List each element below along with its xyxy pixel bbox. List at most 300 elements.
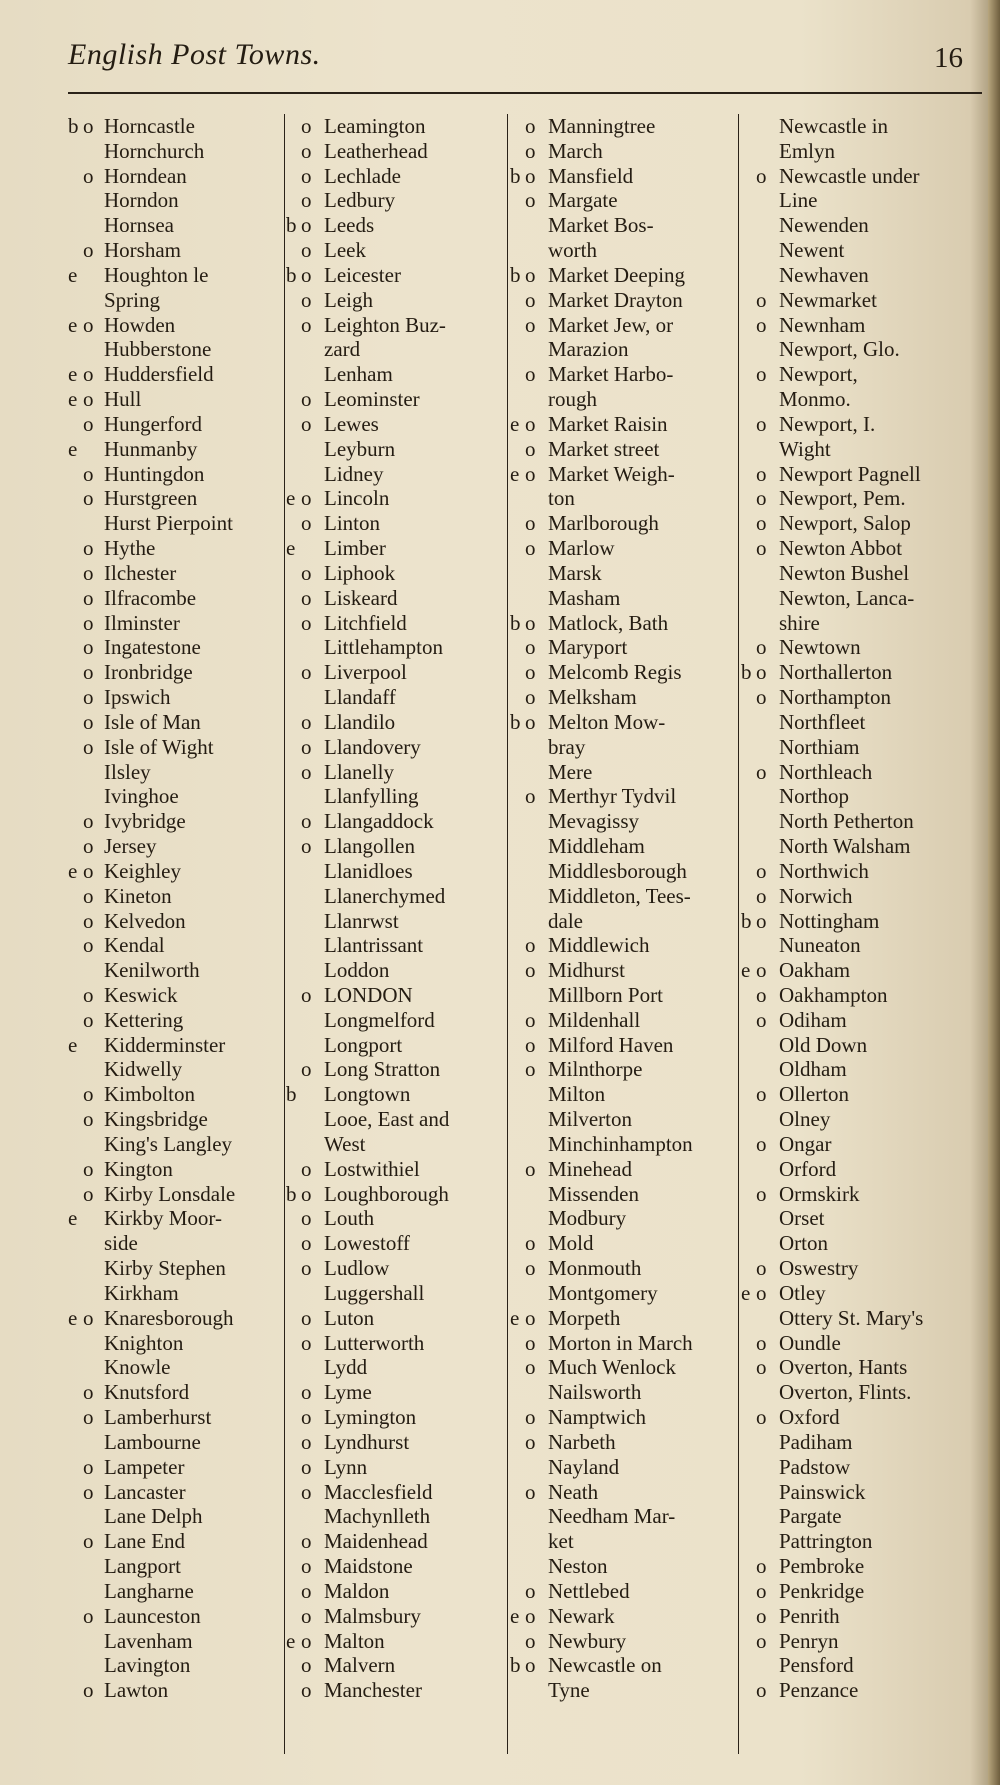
- town-entry: [286, 511, 508, 536]
- town-entry: [510, 909, 738, 934]
- town-name: Northallerton: [779, 660, 893, 685]
- town-entry: [741, 1355, 980, 1380]
- marker-o: o: [83, 1007, 94, 1032]
- town-name: Linton: [324, 511, 380, 536]
- town-name: Kettering: [104, 1007, 184, 1032]
- town-entry: [741, 1281, 980, 1306]
- town-name: Wight: [779, 436, 831, 461]
- town-entry: [68, 1529, 283, 1554]
- marker-o: o: [83, 461, 94, 486]
- town-name: Newport, I.: [779, 411, 876, 436]
- town-entry: [510, 685, 738, 710]
- town-name: Melton Mow-: [548, 709, 666, 734]
- town-entry: [286, 586, 508, 611]
- marker-e: e: [510, 1305, 520, 1330]
- town-name: Market Bos-: [548, 213, 654, 238]
- town-name: Leeds: [324, 213, 375, 238]
- town-entry: [741, 1057, 980, 1082]
- town-entry: [68, 1554, 283, 1579]
- town-name: Middleton, Tees-: [548, 883, 691, 908]
- marker-o: o: [525, 1429, 536, 1454]
- town-name: Northampton: [779, 685, 891, 710]
- town-entry: [68, 1455, 283, 1480]
- marker-o: o: [756, 287, 767, 312]
- marker-o: o: [83, 685, 94, 710]
- marker-o: o: [83, 1529, 94, 1554]
- town-name: Mold: [548, 1231, 594, 1256]
- marker-o: o: [301, 1603, 312, 1628]
- town-entry: [510, 188, 738, 213]
- town-entry: [510, 1554, 738, 1579]
- town-entry: [741, 536, 980, 561]
- marker-o: o: [83, 1678, 94, 1703]
- town-entry: [286, 188, 508, 213]
- town-entry: [286, 1554, 508, 1579]
- town-entry: [286, 1008, 508, 1033]
- marker-o: o: [525, 1032, 536, 1057]
- town-entry: [68, 1380, 283, 1405]
- town-entry: [286, 1629, 508, 1654]
- town-name: Newmarket: [779, 287, 877, 312]
- town-name: Hubberstone: [104, 337, 212, 362]
- town-name: Lyme: [324, 1380, 372, 1405]
- town-name: Morton in March: [548, 1330, 693, 1355]
- marker-e: e: [286, 536, 296, 561]
- town-entry: [286, 139, 508, 164]
- town-name: Old Down: [779, 1032, 868, 1057]
- town-entry: [68, 263, 283, 288]
- marker-e: e: [68, 1032, 78, 1057]
- town-name: Overton, Flints.: [779, 1380, 912, 1405]
- town-name: Oldham: [779, 1057, 847, 1082]
- town-name: Leamington: [324, 114, 426, 138]
- town-entry: [741, 983, 980, 1008]
- town-entry: [68, 337, 283, 362]
- town-entry: [741, 188, 980, 213]
- town-name: Newport Pagnell: [779, 461, 921, 486]
- town-entry: [510, 760, 738, 785]
- town-name: Llandaff: [324, 685, 396, 710]
- town-name: Newport,: [779, 362, 858, 387]
- town-name: Middlesborough: [548, 858, 687, 883]
- town-name: Lydd: [324, 1355, 368, 1380]
- marker-o: o: [301, 1206, 312, 1231]
- town-name: Ilminster: [104, 610, 180, 635]
- marker-o: o: [301, 560, 312, 585]
- town-entry: [68, 1107, 283, 1132]
- marker-o: o: [301, 138, 312, 163]
- town-name: Maryport: [548, 635, 628, 660]
- marker-o: o: [756, 1578, 767, 1603]
- town-entry: [510, 1504, 738, 1529]
- town-entry: [510, 1057, 738, 1082]
- town-name: Macclesfield: [324, 1479, 433, 1504]
- town-entry: [741, 735, 980, 760]
- marker-o: o: [83, 411, 94, 436]
- town-entry: [510, 660, 738, 685]
- marker-o: o: [83, 1082, 94, 1107]
- town-name: Leominster: [324, 387, 420, 412]
- town-entry: [510, 710, 738, 735]
- marker-o: o: [83, 858, 94, 883]
- town-entry: [510, 1430, 738, 1455]
- marker-e: e: [68, 387, 78, 412]
- town-name: Kirby Lonsdale: [104, 1181, 236, 1206]
- town-entry: [68, 586, 283, 611]
- town-entry: [741, 1182, 980, 1207]
- town-name: Olney: [779, 1107, 831, 1132]
- town-entry: [286, 1579, 508, 1604]
- town-name: Lane Delph: [104, 1504, 203, 1529]
- column-1: [68, 114, 283, 1754]
- marker-o: o: [301, 1454, 312, 1479]
- town-entry: [510, 337, 738, 362]
- town-name: Lane End: [104, 1529, 186, 1554]
- town-entry: [741, 1504, 980, 1529]
- town-name: Littlehampton: [324, 635, 443, 660]
- town-name: Lavington: [104, 1653, 191, 1678]
- town-entry: [68, 1281, 283, 1306]
- town-name: Leicester: [324, 262, 401, 287]
- column-4: [741, 114, 980, 1754]
- column-divider: [738, 114, 739, 1754]
- marker-b: b: [510, 709, 521, 734]
- town-name: Nayland: [548, 1454, 620, 1479]
- town-entry: [286, 834, 508, 859]
- town-entry: [741, 288, 980, 313]
- town-name: Ledbury: [324, 188, 396, 213]
- town-entry: [741, 263, 980, 288]
- town-name: Mevagissy: [548, 809, 639, 834]
- town-entry: [741, 1480, 980, 1505]
- town-entry: [286, 462, 508, 487]
- town-entry: [286, 1206, 508, 1231]
- town-entry: [741, 1653, 980, 1678]
- marker-o: o: [301, 1653, 312, 1678]
- town-entry: [68, 983, 283, 1008]
- marker-o: o: [525, 1007, 536, 1032]
- town-entry: [510, 1107, 738, 1132]
- town-name: Leatherhead: [324, 138, 428, 163]
- town-entry: [286, 1157, 508, 1182]
- marker-o: o: [301, 411, 312, 436]
- town-name: Monmouth: [548, 1256, 642, 1281]
- town-entry: [510, 412, 738, 437]
- town-entry: [510, 1653, 738, 1678]
- town-entry: [68, 1504, 283, 1529]
- town-name: Newcastle under: [779, 163, 920, 188]
- marker-o: o: [83, 585, 94, 610]
- town-name: Newent: [779, 238, 845, 263]
- marker-o: o: [301, 809, 312, 834]
- town-name: Ivinghoe: [104, 784, 179, 809]
- marker-o: o: [525, 163, 536, 188]
- town-name: Lawton: [104, 1678, 169, 1703]
- town-entry: [68, 1306, 283, 1331]
- town-entry: [68, 164, 283, 189]
- town-name: Newton Abbot: [779, 536, 903, 561]
- town-name: Newport, Glo.: [779, 337, 900, 362]
- marker-o: o: [525, 536, 536, 561]
- marker-o: o: [301, 312, 312, 337]
- town-name: Milton: [548, 1082, 606, 1107]
- town-name: Milnthorpe: [548, 1057, 643, 1082]
- town-name: Hurstgreen: [104, 486, 198, 511]
- marker-o: o: [83, 312, 94, 337]
- town-name: Penryn: [779, 1628, 839, 1653]
- town-entry: [741, 164, 980, 189]
- marker-o: o: [756, 312, 767, 337]
- town-name: Northleach: [779, 759, 873, 784]
- town-entry: [68, 834, 283, 859]
- town-name: Luton: [324, 1305, 375, 1330]
- town-name: Houghton le: [104, 262, 209, 287]
- town-entry: [510, 834, 738, 859]
- town-name: Longtown: [324, 1082, 411, 1107]
- town-name: Narbeth: [548, 1429, 616, 1454]
- marker-b: b: [510, 163, 521, 188]
- town-entry: [286, 412, 508, 437]
- marker-b: b: [286, 1082, 297, 1107]
- marker-o: o: [83, 486, 94, 511]
- town-name: Ironbridge: [104, 660, 193, 685]
- town-entry: [510, 387, 738, 412]
- town-entry: [286, 635, 508, 660]
- town-entry: [741, 238, 980, 263]
- marker-o: o: [525, 461, 536, 486]
- town-entry: [741, 1405, 980, 1430]
- marker-o: o: [756, 1678, 767, 1703]
- town-entry: [68, 1008, 283, 1033]
- town-entry: [741, 1554, 980, 1579]
- town-entry: [741, 1604, 980, 1629]
- marker-o: o: [83, 933, 94, 958]
- town-name: Horndon: [104, 188, 179, 213]
- town-entry: [68, 784, 283, 809]
- marker-o: o: [756, 685, 767, 710]
- marker-o: o: [83, 1603, 94, 1628]
- marker-o: o: [756, 1355, 767, 1380]
- town-entry: [741, 933, 980, 958]
- town-name: Marlborough: [548, 511, 659, 536]
- town-name: Howden: [104, 312, 176, 337]
- town-entry: [286, 1380, 508, 1405]
- marker-o: o: [83, 1156, 94, 1181]
- town-name: Overton, Hants: [779, 1355, 908, 1380]
- town-name: Otley: [779, 1280, 826, 1305]
- town-entry: [741, 1529, 980, 1554]
- town-name: Newton Bushel: [779, 560, 910, 585]
- marker-b: b: [286, 213, 297, 238]
- town-name: Llanrwst: [324, 908, 399, 933]
- marker-o: o: [83, 536, 94, 561]
- marker-o: o: [301, 1181, 312, 1206]
- town-name: Lowestoff: [324, 1231, 410, 1256]
- marker-o: o: [525, 1578, 536, 1603]
- town-name: Much Wenlock: [548, 1355, 676, 1380]
- marker-o: o: [756, 759, 767, 784]
- town-name: Spring: [104, 287, 161, 312]
- marker-e: e: [741, 958, 751, 983]
- town-entry: [68, 859, 283, 884]
- marker-o: o: [83, 1454, 94, 1479]
- marker-o: o: [756, 536, 767, 561]
- marker-o: o: [301, 1380, 312, 1405]
- town-entry: [68, 1057, 283, 1082]
- town-entry: [741, 337, 980, 362]
- town-entry: [510, 1678, 738, 1703]
- town-name: Lamberhurst: [104, 1405, 212, 1430]
- town-entry: [286, 213, 508, 238]
- marker-b: b: [286, 1181, 297, 1206]
- town-entry: [510, 511, 738, 536]
- town-name: Knaresborough: [104, 1305, 234, 1330]
- town-name: Lavenham: [104, 1628, 193, 1653]
- town-name: Isle of Wight: [104, 734, 214, 759]
- town-entry: [68, 1256, 283, 1281]
- town-name: Middleham: [548, 834, 645, 859]
- marker-o: o: [525, 1330, 536, 1355]
- town-entry: [741, 1231, 980, 1256]
- town-name: Maldon: [324, 1578, 390, 1603]
- town-entry: [741, 1008, 980, 1033]
- marker-o: o: [525, 436, 536, 461]
- town-name: Needham Mar-: [548, 1504, 676, 1529]
- town-entry: [741, 1206, 980, 1231]
- town-entry: [286, 263, 508, 288]
- town-name: Manningtree: [548, 114, 656, 138]
- marker-o: o: [525, 114, 536, 138]
- marker-o: o: [301, 1330, 312, 1355]
- town-name: Montgomery: [548, 1280, 658, 1305]
- marker-b: b: [741, 660, 752, 685]
- town-name: Market Raisin: [548, 411, 668, 436]
- town-entry: [286, 1082, 508, 1107]
- town-entry: [741, 1033, 980, 1058]
- marker-o: o: [525, 287, 536, 312]
- town-entry: [286, 1529, 508, 1554]
- marker-o: o: [525, 312, 536, 337]
- town-entry: [510, 1157, 738, 1182]
- town-name: Penrith: [779, 1603, 840, 1628]
- marker-o: o: [301, 114, 312, 138]
- town-name: Newenden: [779, 213, 869, 238]
- marker-o: o: [525, 1628, 536, 1653]
- town-entry: [286, 909, 508, 934]
- town-name: Northfleet: [779, 709, 866, 734]
- town-name: Loddon: [324, 958, 390, 983]
- column-divider: [507, 114, 508, 1754]
- marker-o: o: [83, 883, 94, 908]
- town-name: Langport: [104, 1554, 181, 1579]
- marker-o: o: [83, 1380, 94, 1405]
- marker-e: e: [510, 1603, 520, 1628]
- town-name: Millborn Port: [548, 982, 663, 1007]
- marker-e: e: [741, 1280, 751, 1305]
- marker-o: o: [525, 1256, 536, 1281]
- marker-o: o: [525, 138, 536, 163]
- town-name: Llandilo: [324, 709, 396, 734]
- town-name: Llandovery: [324, 734, 421, 759]
- marker-o: o: [756, 883, 767, 908]
- town-name: Market Deeping: [548, 262, 686, 287]
- town-name: Lidney: [324, 461, 384, 486]
- town-name: Ipswich: [104, 685, 171, 710]
- town-entry: [510, 213, 738, 238]
- town-entry: [741, 685, 980, 710]
- marker-o: o: [525, 511, 536, 536]
- town-entry: [741, 511, 980, 536]
- marker-o: o: [525, 1653, 536, 1678]
- marker-o: o: [301, 188, 312, 213]
- town-entry: [510, 561, 738, 586]
- town-name: Horncastle: [104, 114, 195, 138]
- town-entry: [286, 1604, 508, 1629]
- town-entry: [741, 362, 980, 387]
- town-entry: [286, 313, 508, 338]
- town-entry: [286, 1331, 508, 1356]
- town-entry: [510, 1206, 738, 1231]
- town-name: Pembroke: [779, 1554, 865, 1579]
- town-name: Knowle: [104, 1355, 171, 1380]
- town-name: Northop: [779, 784, 849, 809]
- town-entry: [286, 859, 508, 884]
- town-name: Kenilworth: [104, 958, 200, 983]
- town-entry: [741, 784, 980, 809]
- town-name: Maidstone: [324, 1554, 413, 1579]
- town-name: Kirkham: [104, 1280, 179, 1305]
- town-entry: [68, 114, 283, 139]
- town-entry: [510, 1579, 738, 1604]
- marker-o: o: [301, 163, 312, 188]
- town-entry: [68, 1132, 283, 1157]
- town-name: Odiham: [779, 1007, 847, 1032]
- town-entry: [68, 1355, 283, 1380]
- town-name: Knighton: [104, 1330, 184, 1355]
- marker-o: o: [301, 734, 312, 759]
- town-name: Newark: [548, 1603, 615, 1628]
- town-entry: [286, 387, 508, 412]
- town-name: Oswestry: [779, 1256, 859, 1281]
- town-name: Middlewich: [548, 933, 650, 958]
- marker-o: o: [525, 1405, 536, 1430]
- town-entry: [510, 1231, 738, 1256]
- town-name: Oundle: [779, 1330, 841, 1355]
- town-entry: [510, 859, 738, 884]
- town-name: Minchinhampton: [548, 1131, 693, 1156]
- town-name: March: [548, 138, 603, 163]
- town-entry: [68, 412, 283, 437]
- marker-e: e: [68, 362, 78, 387]
- town-name: Oakhampton: [779, 982, 888, 1007]
- town-entry: [510, 536, 738, 561]
- town-name: side: [104, 1231, 138, 1256]
- town-entry: [741, 1455, 980, 1480]
- marker-o: o: [301, 287, 312, 312]
- marker-o: o: [301, 511, 312, 536]
- town-name: Newport, Pem.: [779, 486, 906, 511]
- marker-o: o: [83, 114, 94, 138]
- town-entry: [510, 1455, 738, 1480]
- marker-o: o: [301, 1678, 312, 1703]
- town-entry: [286, 164, 508, 189]
- marker-o: o: [83, 1181, 94, 1206]
- town-name: worth: [548, 238, 597, 263]
- town-name: Orset: [779, 1206, 825, 1231]
- marker-o: o: [301, 759, 312, 784]
- marker-o: o: [83, 1479, 94, 1504]
- town-entry: [741, 561, 980, 586]
